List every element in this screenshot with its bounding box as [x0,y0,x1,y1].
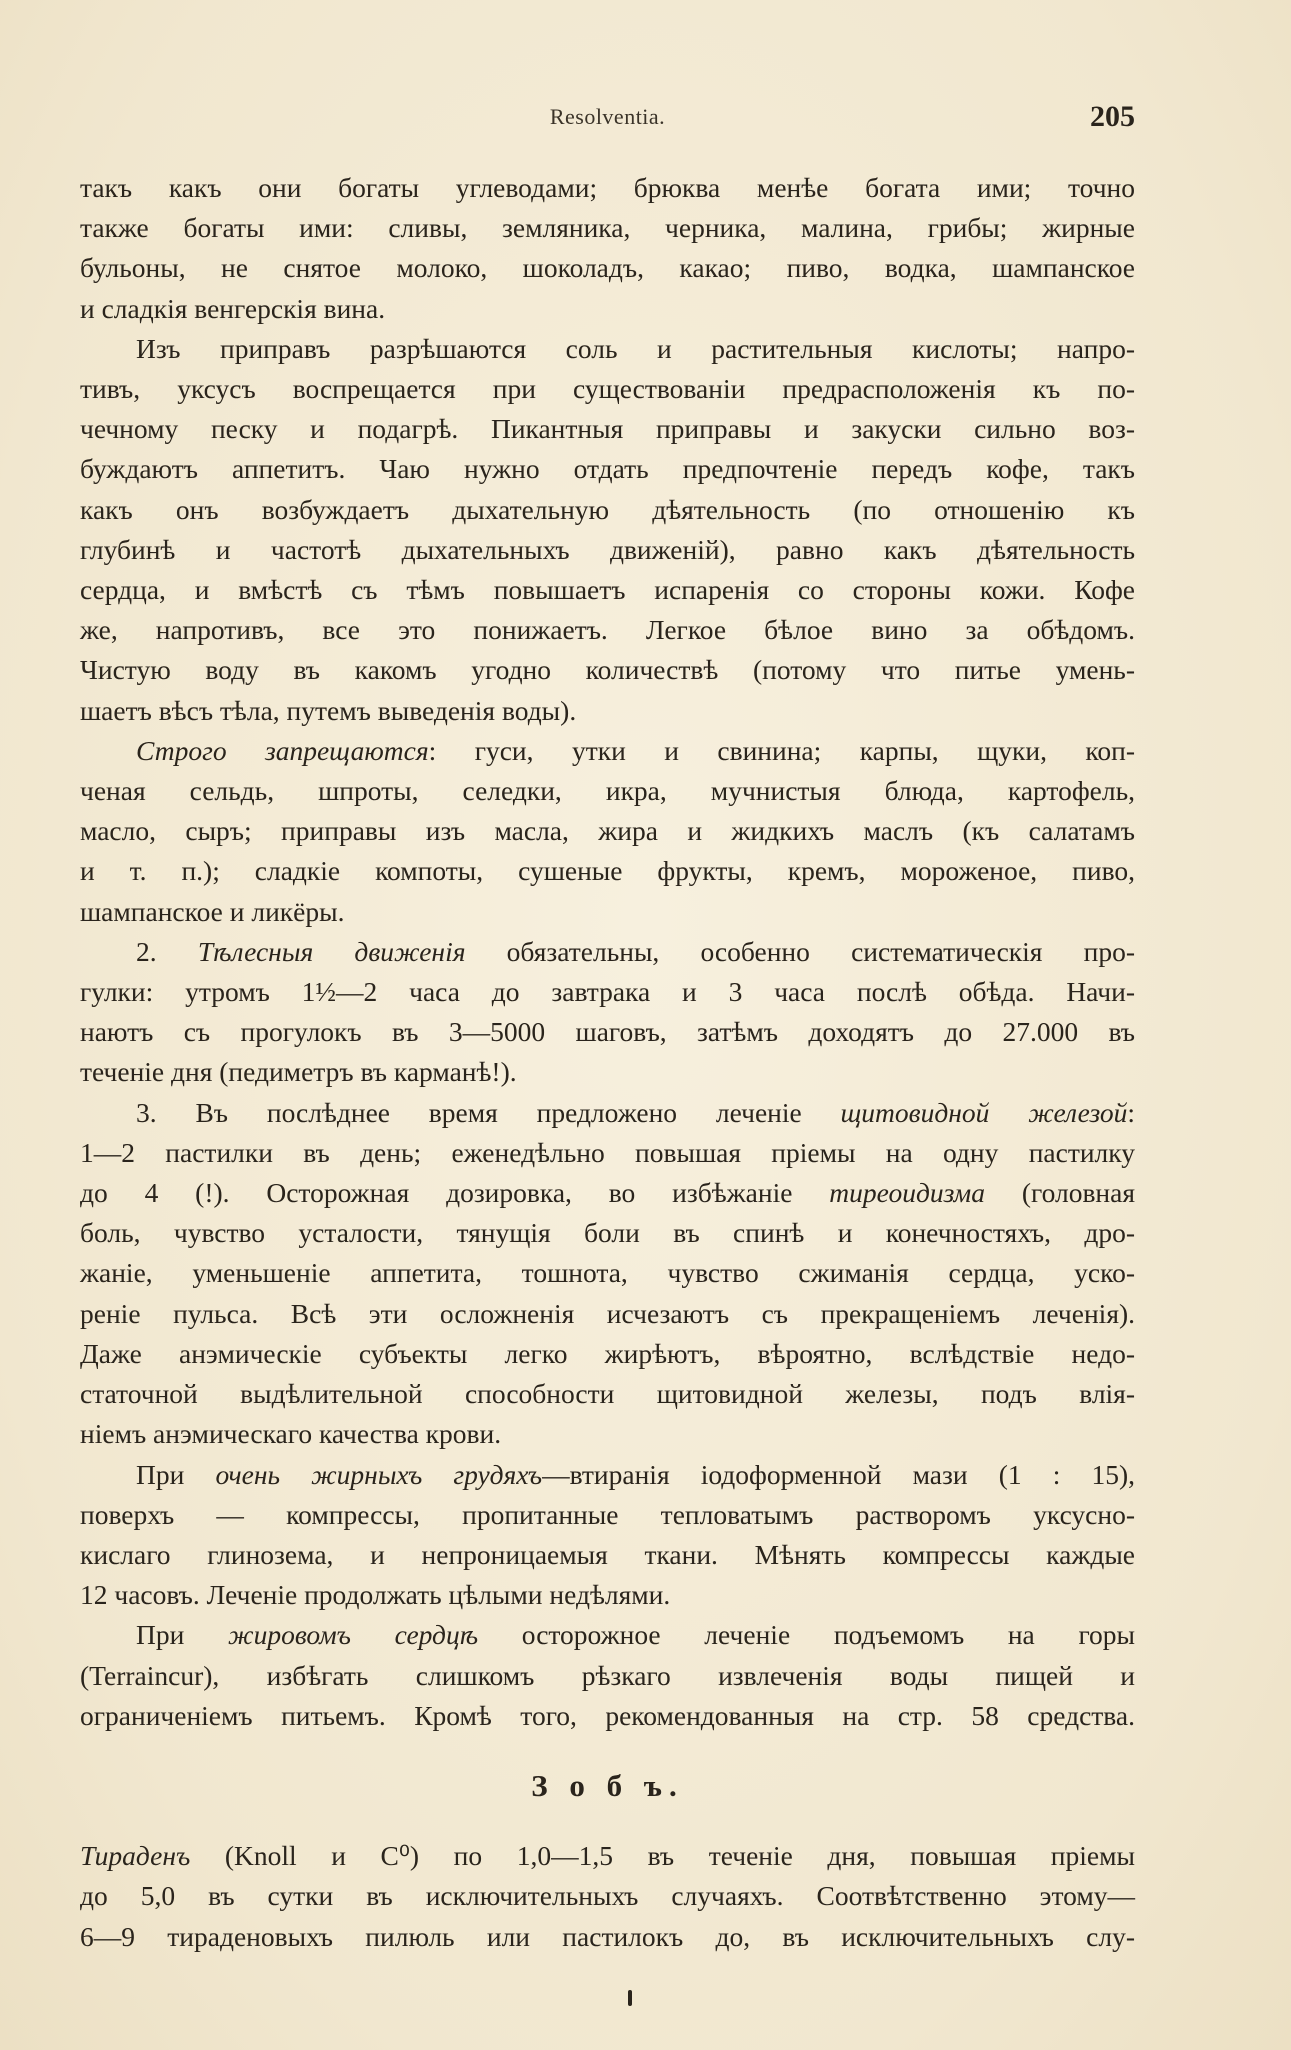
text-line [80,1455,1135,1495]
line-text: —втиранія іодоформенной мази (1 : 15), [542,1458,1136,1490]
text-line [80,289,1135,329]
text-line [80,248,1135,288]
line-text: обязательны, особенно систематическія про- [465,935,1136,967]
line-text: наютъ съ прогулокъ въ 3—5000 шаговъ, затѣмъ доходятъ до 27.000 въ [80,1016,1135,1048]
text-line [80,1696,1135,1736]
text-line [80,1253,1135,1293]
text-line [80,1173,1135,1213]
text-line [80,1374,1135,1414]
line-text: боль, чувство усталости, тянущія боли въ спинѣ и конечностяхъ, дро- [80,1217,1135,1249]
text-line [80,409,1135,449]
line-text: теченіе дня (педиметръ въ карманѣ!). [80,1056,517,1088]
line-text: поверхъ — компрессы, пропитанные тепловатымъ растворомъ уксусно- [80,1498,1135,1530]
line-text: : [1127,1096,1136,1128]
line-text: реніе пульса. Всѣ эти осложненія исчезаютъ съ прекращеніемъ леченія). [80,1297,1135,1329]
line-text: 6—9 тираденовыхъ пилюль или пастилокъ до, въ исключительныхъ слу- [80,1920,1135,1952]
line-text: до 5,0 въ сутки въ исключительныхъ случаяхъ. Соотвѣтственно этому— [80,1880,1135,1912]
text-line [80,1495,1135,1535]
printer-mark [628,1990,632,2006]
italic-term: Строго запрещаются [136,734,429,766]
text-line [80,530,1135,570]
line-text: ніемъ анэмическаго качества крови. [80,1418,502,1450]
line-text: глубинѣ и частотѣ дыхательныхъ движеній), равно какъ дѣятельность [80,533,1135,565]
line-text: 1—2 пастилки въ день; еженедѣльно повышая пріемы на одну пастилку [80,1136,1135,1168]
line-text: и т. п.); сладкіе компоты, сушеные фрукты, кремъ, мороженое, пиво, [80,855,1135,887]
line-text: бульоны, не снятое молоко, шоколадъ, какао; пиво, водка, шампанское [80,252,1135,284]
text-line [80,1133,1135,1173]
line-text: чечному песку и подагрѣ. Пикантныя приправы и закуски сильно воз- [80,413,1135,445]
main-paragraphs [80,168,1135,1736]
line-text: сердца, и вмѣстѣ съ тѣмъ повышаетъ испаренія со стороны кожи. Кофе [80,574,1135,606]
italic-term: очень жирныхъ грудяхъ [215,1458,543,1490]
text-line [80,1535,1135,1575]
text-line [80,570,1135,610]
text-line [80,771,1135,811]
line-text: (Terraincur), избѣгать слишкомъ рѣзкаго извлеченія воды пищей и [80,1659,1135,1691]
text-line [80,1012,1135,1052]
italic-term: Тѣлесныя движенія [197,935,466,967]
text-line [80,1294,1135,1334]
text-line [80,1917,1135,1957]
text-line [80,1836,1135,1876]
line-text: тивъ, уксусъ воспрещается при существованіи предрасположенія къ по- [80,373,1135,405]
running-head: Resolventia. [549,104,666,129]
text-line [80,1656,1135,1696]
line-text: осторожное леченіе подъемомъ на горы [478,1619,1136,1651]
text-line [80,811,1135,851]
text-line [80,1093,1135,1133]
text-line [80,490,1135,530]
line-text: ограниченіемъ питьемъ. Кромѣ того, рекомендованныя на стр. 58 средства. [80,1699,1135,1731]
line-text: статочной выдѣлительной способности щитовидной железы, подъ влія- [80,1378,1135,1410]
page-number: 205 [1090,100,1135,133]
page-header [80,100,1135,140]
italic-term: жировомъ сердцѣ [228,1619,479,1651]
text-line [80,329,1135,369]
line-prefix: 2. [136,935,198,967]
line-text: Даже анэмическіе субъекты легко жирѣютъ, вѣроятно, вслѣдствіе недо- [80,1337,1135,1369]
text-line [80,1334,1135,1374]
line-text: же, напротивъ, все это понижаетъ. Легкое бѣлое вино за обѣдомъ. [80,614,1135,646]
line-text: жаніе, уменьшеніе аппетита, тошнота, чувство сжиманія сердца, уско- [80,1257,1135,1289]
text-line [80,369,1135,409]
line-text: и сладкія венгерскія вина. [80,292,386,324]
line-text: Чистую воду въ какомъ угодно количествѣ (потому что питье умень- [80,654,1135,686]
line-text: 12 часовъ. Леченіе продолжать цѣлыми недѣлями. [80,1579,671,1611]
line-text: масло, сыръ; приправы изъ масла, жира и жидкихъ маслъ (къ салатамъ [80,815,1135,847]
italic-term: тиреоидизма [829,1177,985,1209]
line-text: кислаго глинозема, и непроницаемыя ткани. Мѣнять компрессы каждые [80,1538,1135,1570]
line-text: (головная [984,1177,1135,1209]
line-text: Изъ приправъ разрѣшаются соль и растительныя кислоты; напро- [136,332,1135,364]
text-line [80,731,1135,771]
text-line [80,851,1135,891]
text-line [80,449,1135,489]
text-line [80,972,1135,1012]
text-line [80,208,1135,248]
line-text: также богаты ими: сливы, земляника, черника, малина, грибы; жирные [80,212,1135,244]
line-prefix: При [136,1619,229,1651]
text-line [80,1575,1135,1615]
text-line [80,1052,1135,1092]
line-text: гулки: утромъ 1½—2 часа до завтрака и 3 часа послѣ обѣда. Начи- [80,976,1135,1008]
text-line [80,1414,1135,1454]
section-paragraphs [80,1836,1135,1957]
line-text: : гуси, утки и свинина; карпы, щуки, коп- [428,734,1136,766]
italic-term: щитовидной железой [840,1096,1128,1128]
text-line [80,610,1135,650]
text-line [80,1615,1135,1655]
italic-term: Тираденъ [80,1840,191,1872]
line-text: шампанское и ликёры. [80,895,345,927]
text-line [80,892,1135,932]
text-line [80,691,1135,731]
line-text: какъ онъ возбуждаетъ дыхательную дѣятельность (по отношенію къ [80,493,1135,525]
text-line [80,168,1135,208]
text-line [80,932,1135,972]
line-prefix: 3. Въ послѣднее время предложено леченіе [136,1096,841,1128]
line-text: шаетъ вѣсъ тѣла, путемъ выведенія воды). [80,694,577,726]
line-prefix: При [136,1458,216,1490]
line-text: ченая сельдь, шпроты, селедки, икра, мучнистыя блюда, картофель, [80,775,1135,807]
text-line [80,1876,1135,1916]
text-line [80,1213,1135,1253]
section-title: З о б ъ. [531,1767,684,1803]
body-text [80,168,1135,1957]
line-prefix: до 4 (!). Осторожная дозировка, во избѣжаніе [80,1177,830,1209]
text-line [80,650,1135,690]
line-text: такъ какъ они богаты углеводами; брюква менѣе богата ими; точно [80,172,1135,203]
line-text: буждаютъ аппетитъ. Чаю нужно отдать предпочтеніе передъ кофе, такъ [80,453,1135,485]
line-text: (Knoll и C⁰) по 1,0—1,5 въ теченіе дня, повышая пріемы [190,1840,1135,1872]
